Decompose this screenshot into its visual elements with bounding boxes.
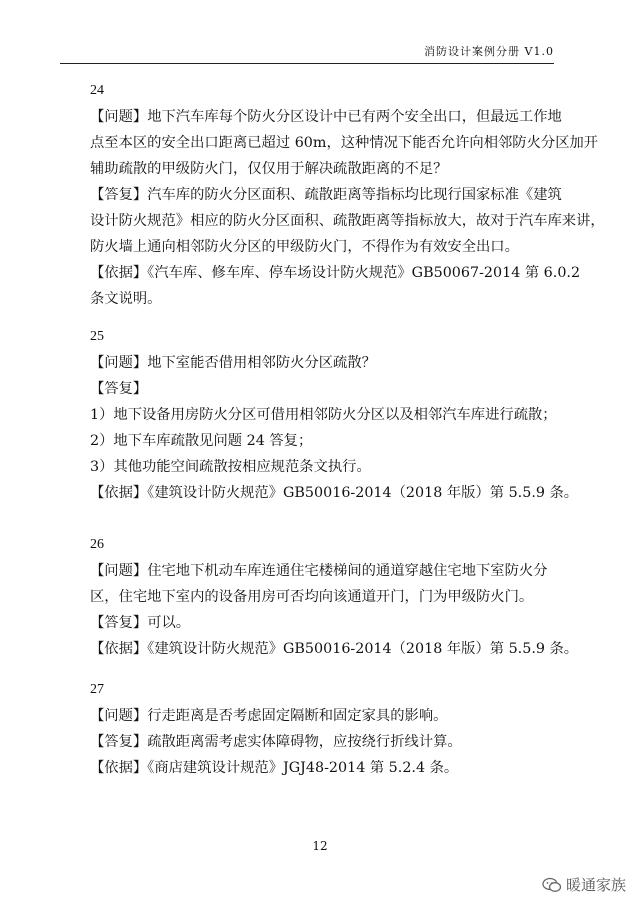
basis-line: 【依据】《汽车库、修车库、停车场设计防火规范》GB50067-2014 第 6.0.2	[90, 265, 581, 281]
item-number: 27	[90, 682, 104, 697]
list-line: 1）地下设备用房防火分区可借用相邻防火分区以及相邻汽车库进行疏散；	[90, 407, 557, 423]
qa-item-27	[90, 677, 552, 781]
question-tag: 【问题】	[90, 355, 148, 371]
watermark-text: 暖通家族	[565, 876, 626, 894]
running-header	[60, 43, 554, 64]
item-number: 25	[90, 329, 104, 344]
watermark	[542, 874, 626, 895]
list-line: 2）地下车库疏散见问题 24 答复；	[90, 433, 313, 449]
list-line: 3）其他功能空间疏散按相应规范条文执行。	[90, 459, 371, 475]
basis-line: 条文说明。	[90, 291, 162, 307]
answer-line: 【答复】可以。	[90, 615, 191, 631]
basis-tag: 【依据】	[90, 265, 148, 281]
qa-item-25	[90, 324, 579, 506]
header-title: 消防设计案例分册 V1.0	[424, 45, 554, 58]
basis-tag: 【依据】	[90, 485, 148, 501]
basis-tag: 【依据】	[90, 760, 148, 776]
answer-tag: 【答复】	[90, 615, 148, 631]
qa-item-24	[90, 78, 605, 312]
answer-line: 防火墙上通向相邻防火分区的甲级防火门，不得作为有效安全出口。	[90, 239, 519, 255]
answer-line: 【答复】疏散距离需考虑实体障碍物，应按绕行折线计算。	[90, 734, 462, 750]
basis-tag: 【依据】	[90, 641, 148, 657]
basis-line: 【依据】《建筑设计防火规范》GB50016-2014（2018 年版）第 5.5.9 条。	[90, 485, 579, 501]
qa-item-26	[90, 532, 579, 662]
basis-line: 【依据】《商店建筑设计规范》JGJ48-2014 第 5.2.4 条。	[90, 760, 459, 776]
question-line: 点至本区的安全出口距离已超过 60m，这种情况下能否允许向相邻防火分区加开	[90, 135, 599, 151]
wechat-icon	[542, 877, 562, 893]
question-line: 【问题】住宅地下机动车库连通住宅楼梯间的通道穿越住宅地下室防火分	[90, 563, 548, 579]
answer-tag: 【答复】	[90, 381, 148, 397]
answer-line: 【答复】汽车库的防火分区面积、疏散距离等指标均比现行国家标准《建筑	[90, 187, 562, 203]
answer-line	[90, 376, 552, 402]
item-number: 24	[90, 83, 104, 98]
question-line: 区，住宅地下室内的设备用房可否均向该通道开门，门为甲级防火门。	[90, 589, 534, 605]
question-line: 【问题】地下汽车库每个防火分区设计中已有两个安全出口，但最远工作地	[90, 109, 562, 125]
question-tag: 【问题】	[90, 109, 148, 125]
page-number: 12	[312, 839, 328, 853]
answer-tag: 【答复】	[90, 734, 148, 750]
answer-tag: 【答复】	[90, 187, 148, 203]
question-tag: 【问题】	[90, 708, 148, 724]
question-line: 【问题】行走距离是否考虑固定隔断和固定家具的影响。	[90, 708, 448, 724]
question-line: 辅助疏散的甲级防火门，仅仅用于解决疏散距离的不足？	[90, 161, 448, 177]
basis-line: 【依据】《建筑设计防火规范》GB50016-2014（2018 年版）第 5.5.9 条。	[90, 641, 579, 657]
answer-line: 设计防火规范》相应的防火分区面积、疏散距离等指标放大，故对于汽车库来讲，	[90, 213, 605, 229]
item-number: 26	[90, 537, 104, 552]
question-line: 【问题】地下室能否借用相邻防火分区疏散？	[90, 355, 376, 371]
question-tag: 【问题】	[90, 563, 148, 579]
